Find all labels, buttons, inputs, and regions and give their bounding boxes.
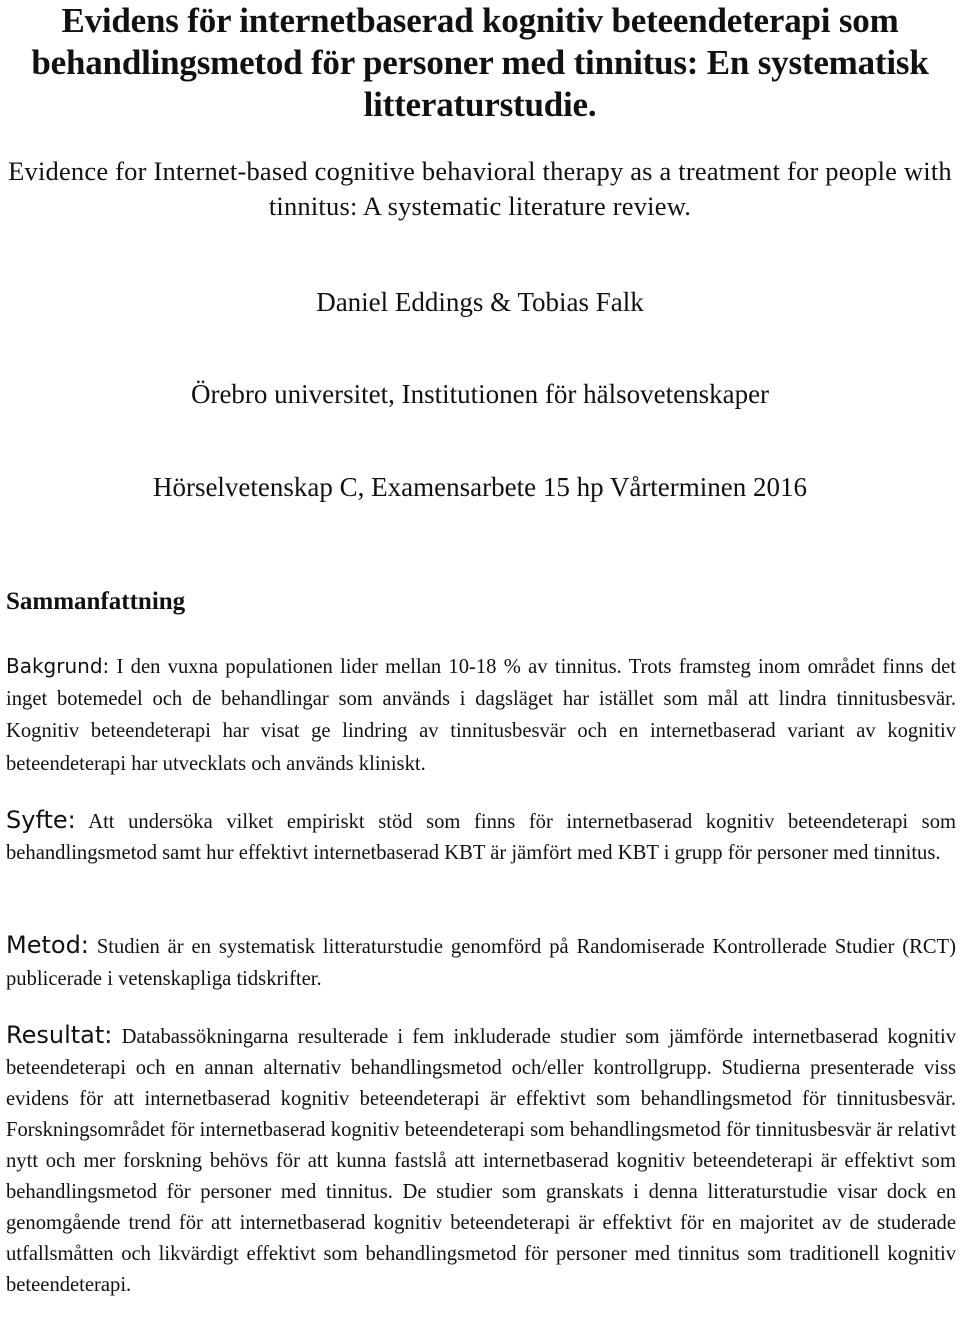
method-label: Metod:	[6, 931, 89, 959]
course-info: Hörselvetenskap C, Examensarbete 15 hp Vårterminen 2016	[152, 472, 808, 502]
results-text: Databassökningarna resulterade i fem inkluderade studier som jämförde internetbaserad kognitiv beteendeterapi och en annan alternativ behandlingsmetod och/eller kontrollgrupp. Studierna presenterade viss evidens för att internetbaserad kognitiv beteendeterapi är effektivt som behandlingsmetod för tinnitusbesvär. Forskningsområdet för internetbaserad kognitiv beteendeterapi som behandlingsmetod för tinnitusbesvär är relativt nytt och mer forskning behövs för att kunna fastslå att internetbaserad kognitiv beteendeterapi är effektivt som behandlingsmetod för personer med tinnitus. De studier som granskats i denna litteraturstudie visar dock en genomgående trend för att internetbaserad kognitiv beteendeterapi är effektivt för en majoritet av de studerade utfallsmåtten och likvärdigt effektivt som behandlingsmetod för personer med tinnitus som traditionell kognitiv beteendeterapi.	[6, 1026, 956, 1296]
method-paragraph	[6, 929, 956, 995]
english-title: Evidence for Internet-based cognitive behavioral therapy as a treatment for people with tinnitus: A systematic literature review.	[8, 156, 952, 221]
background-text: I den vuxna populationen lider mellan 10-18 % av tinnitus. Trots framsteg inom området finns det inget botemedel och de behandlingar som används i dagsläget har istället som mål att lindra tinnitusbesvär. Kognitiv beteendeterapi har visat ge lindring av tinnitusbesvär och en internetbaserad variant av kognitiv beteendeterapi har utvecklats och används kliniskt.	[6, 656, 956, 775]
swedish-title: Evidens för internetbaserad kognitiv beteendeterapi som behandlingsmetod för personer med tinnitus: En systematisk litteraturstudie.	[31, 1, 929, 124]
authors: Daniel Eddings & Tobias Falk	[316, 287, 644, 317]
aim-label: Syfte:	[6, 806, 76, 834]
institution: Örebro universitet, Institutionen för hälsovetenskaper	[190, 379, 770, 409]
results-label: Resultat:	[6, 1021, 113, 1049]
background-paragraph	[6, 650, 956, 780]
method-text: Studien är en systematisk litteraturstudie genomförd på Randomiserade Kontrollerade Studier (RCT) publicerade i vetenskapliga tidskrifter.	[6, 936, 956, 990]
summary-heading: Sammanfattning	[6, 588, 186, 615]
aim-paragraph	[6, 805, 956, 869]
aim-text: Att undersöka vilket empiriskt stöd som finns för internetbaserad kognitiv beteendeterapi som behandlingsmetod samt hur effektivt internetbaserad KBT är jämfört med KBT i grupp för personer med tinnitus.	[6, 811, 957, 864]
background-label: Bakgrund:	[6, 654, 110, 678]
results-paragraph	[6, 1020, 956, 1301]
